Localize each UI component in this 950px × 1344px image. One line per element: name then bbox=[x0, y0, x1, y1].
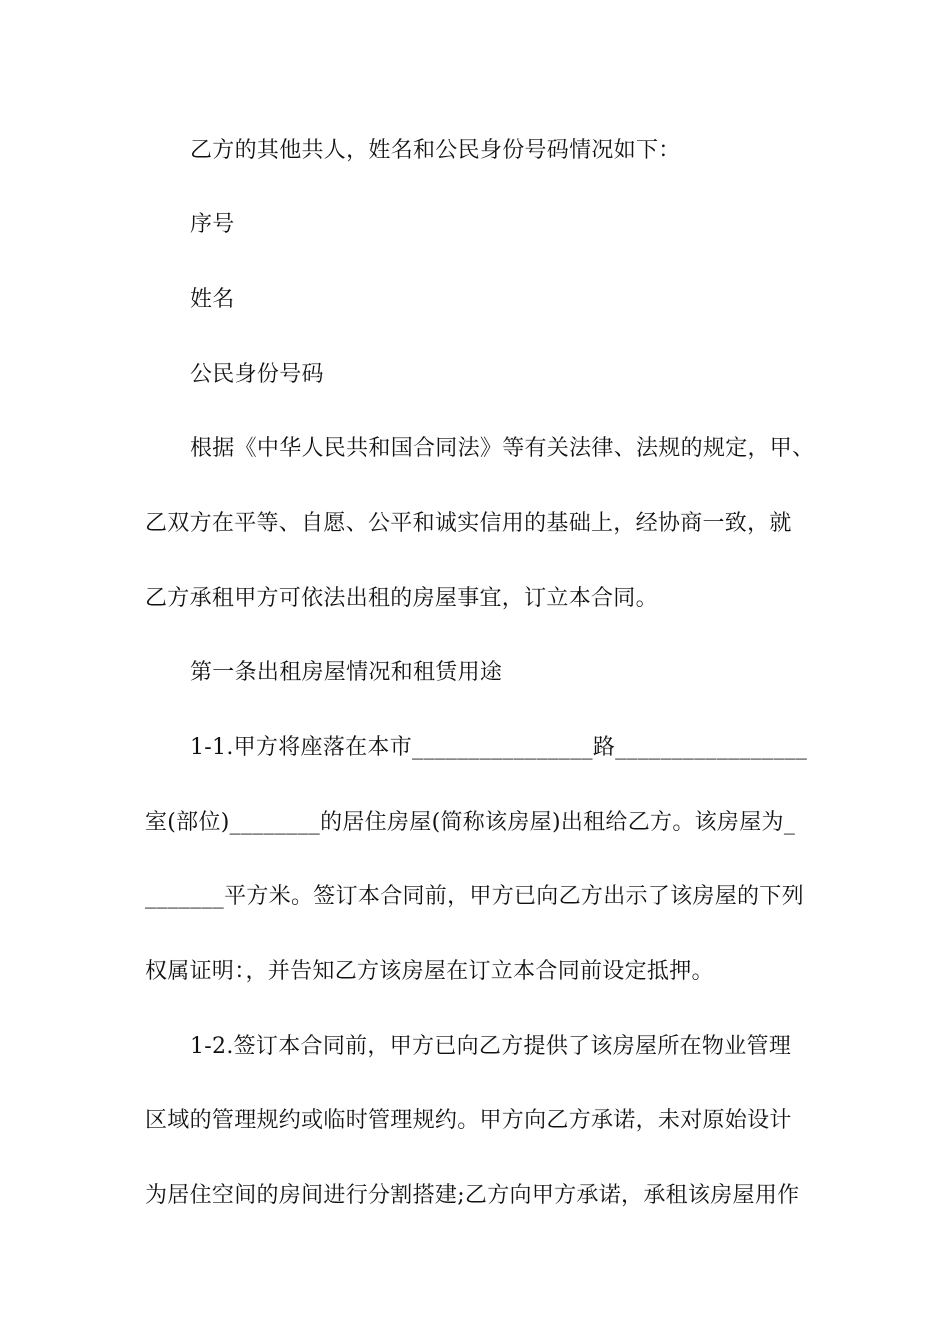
label-id-number: 公民身份号码 bbox=[190, 362, 324, 387]
paragraph-legal-basis-line-1: 根据《中华人民共和国合同法》等有关法律、法规的规定，甲、 bbox=[190, 436, 815, 461]
article-1-heading: 第一条出租房屋情况和租赁用途 bbox=[190, 660, 503, 685]
clause-1-1-line-4: 权属证明：，并告知乙方该房屋在订立本合同前设定抵押。 bbox=[145, 959, 714, 984]
paragraph-legal-basis-line-3: 乙方承租甲方可依法出租的房屋事宜，订立本合同。 bbox=[145, 586, 658, 611]
label-serial-number: 序号 bbox=[190, 212, 235, 237]
clause-1-1-line-1: 1-1.甲方将座落在本市________________路_________________ bbox=[190, 735, 808, 760]
paragraph-co-lessees-intro: 乙方的其他共人，姓名和公民身份号码情况如下： bbox=[190, 138, 681, 163]
clause-1-1-line-3: _______平方米。签订本合同前，甲方已向乙方出示了该房屋的下列 bbox=[145, 884, 804, 909]
label-name: 姓名 bbox=[190, 287, 235, 312]
paragraph-legal-basis-line-2: 乙双方在平等、自愿、公平和诚实信用的基础上，经协商一致，就 bbox=[145, 511, 792, 536]
clause-1-2-line-3: 为居住空间的房间进行分割搭建;乙方向甲方承诺，承租该房屋用作 bbox=[145, 1183, 800, 1208]
clause-1-2-line-1: 1-2.签订本合同前，甲方已向乙方提供了该房屋所在物业管理 bbox=[190, 1034, 792, 1059]
clause-1-2-line-2: 区域的管理规约或临时管理规约。甲方向乙方承诺，未对原始设计 bbox=[145, 1108, 792, 1133]
clause-1-1-line-2: 室(部位)________的居住房屋(简称该房屋)出租给乙方。该房屋为_ bbox=[145, 810, 796, 835]
